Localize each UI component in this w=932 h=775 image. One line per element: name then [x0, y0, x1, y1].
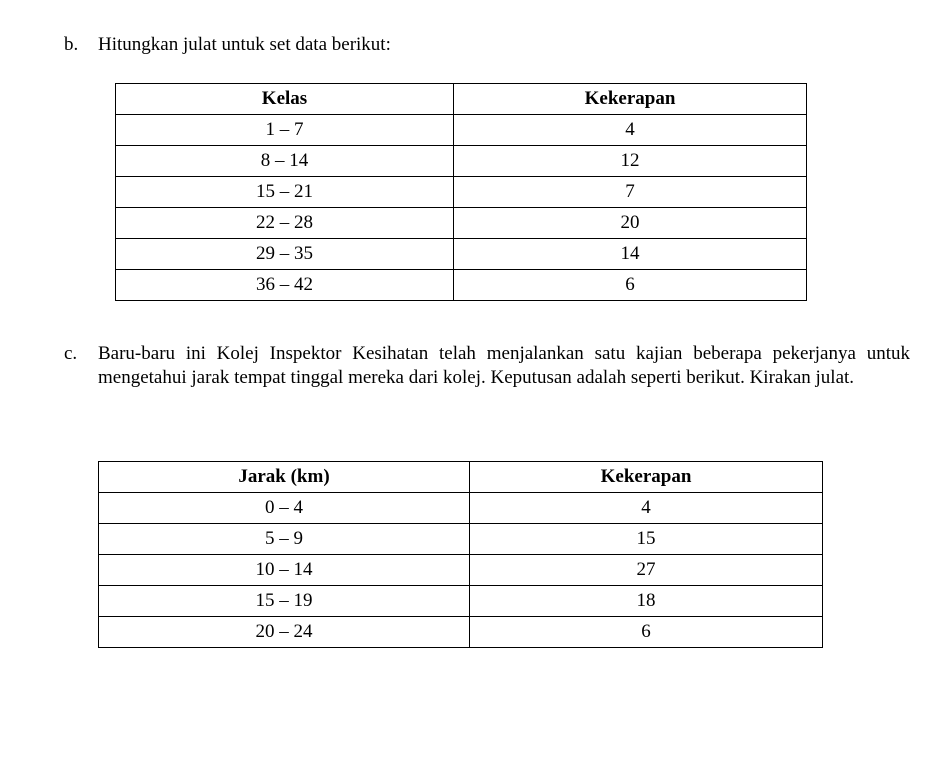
frequency-cell: 14: [454, 239, 807, 270]
distance-cell: 5 – 9: [99, 524, 470, 555]
table-row: [116, 270, 807, 301]
frequency-cell: 7: [454, 177, 807, 208]
frequency-cell: 18: [470, 586, 823, 617]
distance-cell: 20 – 24: [99, 617, 470, 648]
class-cell: 1 – 7: [116, 115, 454, 146]
table-row: [99, 555, 823, 586]
question-c-label: c.: [64, 343, 78, 364]
question-c-text: Baru-baru ini Kolej Inspektor Kesihatan telah menjalankan satu kajian beberapa pekerjanya untuk mengetahui jarak tempat tinggal mereka dari kolej. Keputusan adalah seperti berikut. Kirakan julat.: [98, 343, 910, 388]
question-c: [64, 342, 910, 390]
frequency-cell: 4: [454, 115, 807, 146]
frequency-cell: 27: [470, 555, 823, 586]
frequency-cell: 20: [454, 208, 807, 239]
frequency-cell: 12: [454, 146, 807, 177]
question-b-text: Hitungkan julat untuk set data berikut:: [98, 34, 391, 55]
class-cell: 8 – 14: [116, 146, 454, 177]
table-row: [116, 115, 807, 146]
table-row: [116, 177, 807, 208]
header-kekerapan: Kekerapan: [454, 84, 807, 115]
header-kelas: Kelas: [116, 84, 454, 115]
table-row: [99, 617, 823, 648]
table-header-row: [116, 84, 807, 115]
distance-cell: 15 – 19: [99, 586, 470, 617]
frequency-cell: 15: [470, 524, 823, 555]
frequency-cell: 4: [470, 493, 823, 524]
class-frequency-table: [115, 83, 807, 301]
table-row: [116, 146, 807, 177]
table-row: [99, 493, 823, 524]
class-cell: 36 – 42: [116, 270, 454, 301]
distance-frequency-table: [98, 461, 823, 648]
distance-cell: 0 – 4: [99, 493, 470, 524]
table-row: [116, 208, 807, 239]
table-row: [99, 524, 823, 555]
frequency-cell: 6: [470, 617, 823, 648]
header-kekerapan: Kekerapan: [470, 462, 823, 493]
class-cell: 29 – 35: [116, 239, 454, 270]
table-header-row: [99, 462, 823, 493]
distance-cell: 10 – 14: [99, 555, 470, 586]
table-row: [116, 239, 807, 270]
class-cell: 22 – 28: [116, 208, 454, 239]
header-jarak: Jarak (km): [99, 462, 470, 493]
question-b-label: b.: [64, 34, 79, 55]
class-cell: 15 – 21: [116, 177, 454, 208]
frequency-cell: 6: [454, 270, 807, 301]
question-b: [64, 33, 904, 57]
table-row: [99, 586, 823, 617]
